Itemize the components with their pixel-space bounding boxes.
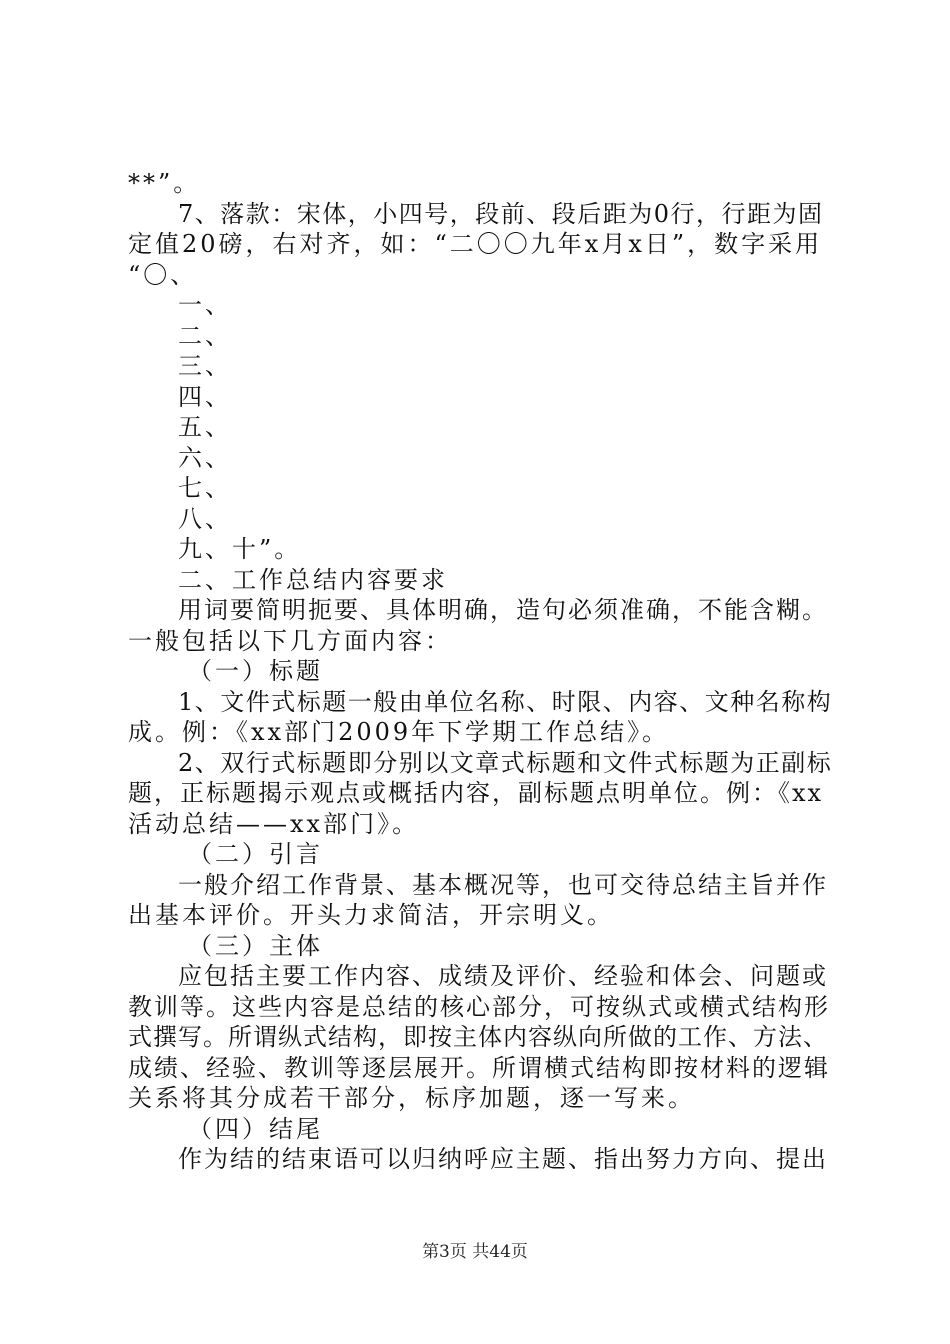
text-line: 出基本评价。开头力求简洁，开宗明义。 — [128, 901, 614, 929]
text-line: 二、工作总结内容要求 — [178, 565, 448, 594]
text-line: 四、 — [178, 382, 232, 411]
text-line: 三、 — [178, 352, 232, 380]
text-line: **”。 — [128, 169, 201, 197]
text-line: 一般包括以下几方面内容： — [128, 626, 452, 655]
text-line: 一般介绍工作背景、基本概况等，也可交待总结主旨并作 — [178, 870, 828, 899]
document-body — [128, 168, 833, 1175]
text-line: 用词要简明扼要、具体明确，造句必须准确，不能含糊。 — [178, 596, 828, 624]
text-line: 7、落款：宋体，小四号，段前、段后距为0行，行距为固 — [178, 199, 824, 228]
text-line: （二）引言 — [188, 840, 323, 868]
text-line: 九、十”。 — [178, 535, 302, 563]
text-line: （三）主体 — [188, 931, 323, 960]
text-line: 成绩、经验、教训等逐层展开。所谓横式结构即按材料的逻辑 — [128, 1053, 830, 1082]
text-line: （四）结尾 — [188, 1114, 323, 1143]
text-line: 1、文件式标题一般由单位名称、时限、内容、文种名称构 — [178, 687, 833, 716]
text-line: 八、 — [178, 504, 232, 533]
page-footer: 第3页 共44页 — [422, 1242, 528, 1262]
text-line: 五、 — [178, 413, 232, 441]
text-line: 应包括主要工作内容、成绩及评价、经验和体会、问题或 — [178, 962, 828, 990]
text-line: 成。例：《xx部门2009年下学期工作总结》。 — [128, 718, 670, 746]
text-line: 定值20磅，右对齐，如：“二〇〇九年x月x日”，数字采用 — [128, 230, 823, 258]
text-line: 2、双行式标题即分别以文章式标题和文件式标题为正副标 — [178, 748, 833, 777]
text-line: 作为结的结束语可以归纳呼应主题、指出努力方向、提出 — [178, 1145, 828, 1173]
text-line: 题，正标题揭示观点或概括内容，副标题点明单位。例：《xx — [128, 779, 824, 807]
text-line: （一）标题 — [188, 657, 323, 685]
text-line: 教训等。这些内容是总结的核心部分，可按纵式或横式结构形 — [128, 992, 830, 1021]
text-line: 关系将其分成若干部分，标序加题，逐一写来。 — [128, 1084, 695, 1112]
text-line: 活动总结——xx部门》。 — [128, 809, 420, 838]
text-line: “〇、 — [128, 260, 198, 289]
text-line: 二、 — [178, 321, 232, 350]
text-line: 七、 — [178, 474, 232, 502]
text-line: 式撰写。所谓纵式结构，即按主体内容纵向所做的工作、方法、 — [128, 1023, 828, 1051]
text-line: 一、 — [178, 291, 232, 319]
text-line: 六、 — [178, 443, 232, 472]
